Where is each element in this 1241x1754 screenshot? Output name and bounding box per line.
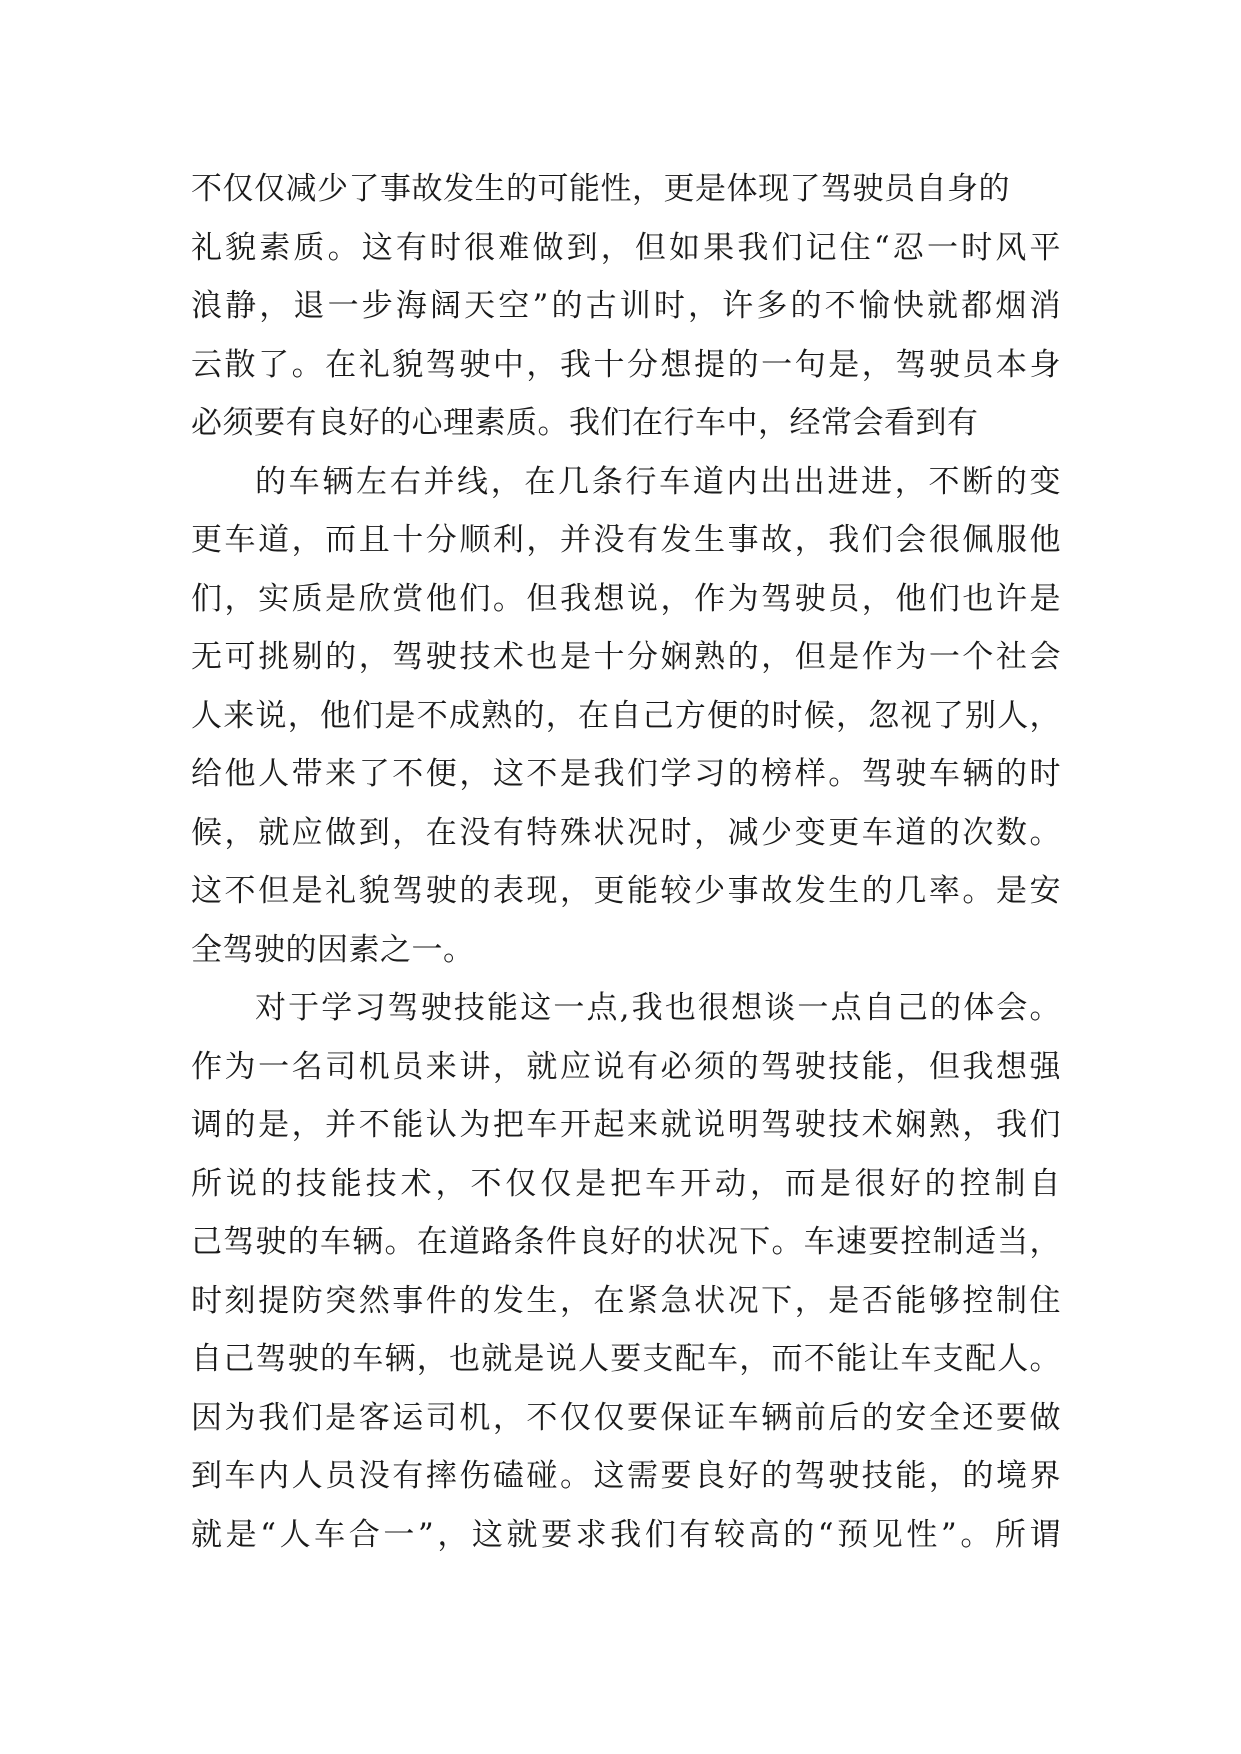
- text-line: 这不但是礼貌驾驶的表现，更能较少事故发生的几率。是安: [191, 873, 1061, 909]
- text-line: 礼貌素质。这有时很难做到，但如果我们记住“忍一时风平: [191, 229, 1061, 266]
- text-line: 更车道，而且十分顺利，并没有发生事故，我们会很佩服他: [191, 522, 1061, 558]
- text-line: 给他人带来了不便，这不是我们学习的榜样。驾驶车辆的时: [191, 756, 1061, 792]
- text-line: 云散了。在礼貌驾驶中，我十分想提的一句是，驾驶员本身: [191, 346, 1061, 383]
- text-line: 己驾驶的车辆。在道路条件良好的状况下。车速要控制适当，: [191, 1224, 1061, 1260]
- text-line: 无可挑剔的，驾驶技术也是十分娴熟的，但是作为一个社会: [191, 639, 1061, 675]
- text-line: 对于学习驾驶技能这一点,我也很想谈一点自己的体会。: [255, 990, 1061, 1026]
- text-line: 们，实质是欣赏他们。但我想说，作为驾驶员，他们也许是: [191, 580, 1061, 617]
- text-line: 所说的技能技术，不仅仅是把车开动，而是很好的控制自: [191, 1165, 1061, 1202]
- text-line: 全驾驶的因素之一。: [191, 931, 475, 968]
- text-line: 调的是，并不能认为把车开起来就说明驾驶技术娴熟，我们: [191, 1107, 1061, 1143]
- text-line: 就是“人车合一”，这就要求我们有较高的“预见性”。所谓: [191, 1516, 1061, 1553]
- text-line: 到车内人员没有摔伤磕碰。这需要良好的驾驶技能，的境界: [191, 1458, 1061, 1494]
- text-line: 候，就应做到，在没有特殊状况时，减少变更车道的次数。: [191, 814, 1061, 851]
- text-line: 不仅仅减少了事故发生的可能性，更是体现了驾驶员自身的: [191, 171, 1010, 207]
- body-text: [191, 160, 1061, 1564]
- text-line: 浪静，退一步海阔天空”的古训时，许多的不愉快就都烟消: [191, 288, 1061, 324]
- text-line: 自己驾驶的车辆，也就是说人要支配车，而不能让车支配人。: [191, 1341, 1061, 1377]
- text-line: 因为我们是客运司机，不仅仅要保证车辆前后的安全还要做: [191, 1399, 1061, 1436]
- text-line: 人来说，他们是不成熟的，在自己方便的时候，忽视了别人，: [191, 697, 1061, 734]
- text-line: 作为一名司机员来讲，就应说有必须的驾驶技能，但我想强: [191, 1048, 1061, 1085]
- text-line: 必须要有良好的心理素质。我们在行车中，经常会看到有: [191, 405, 979, 441]
- text-line: 时刻提防突然事件的发生，在紧急状况下，是否能够控制住: [191, 1282, 1061, 1319]
- text-line: 的车辆左右并线，在几条行车道内出出进进，不断的变: [255, 463, 1061, 500]
